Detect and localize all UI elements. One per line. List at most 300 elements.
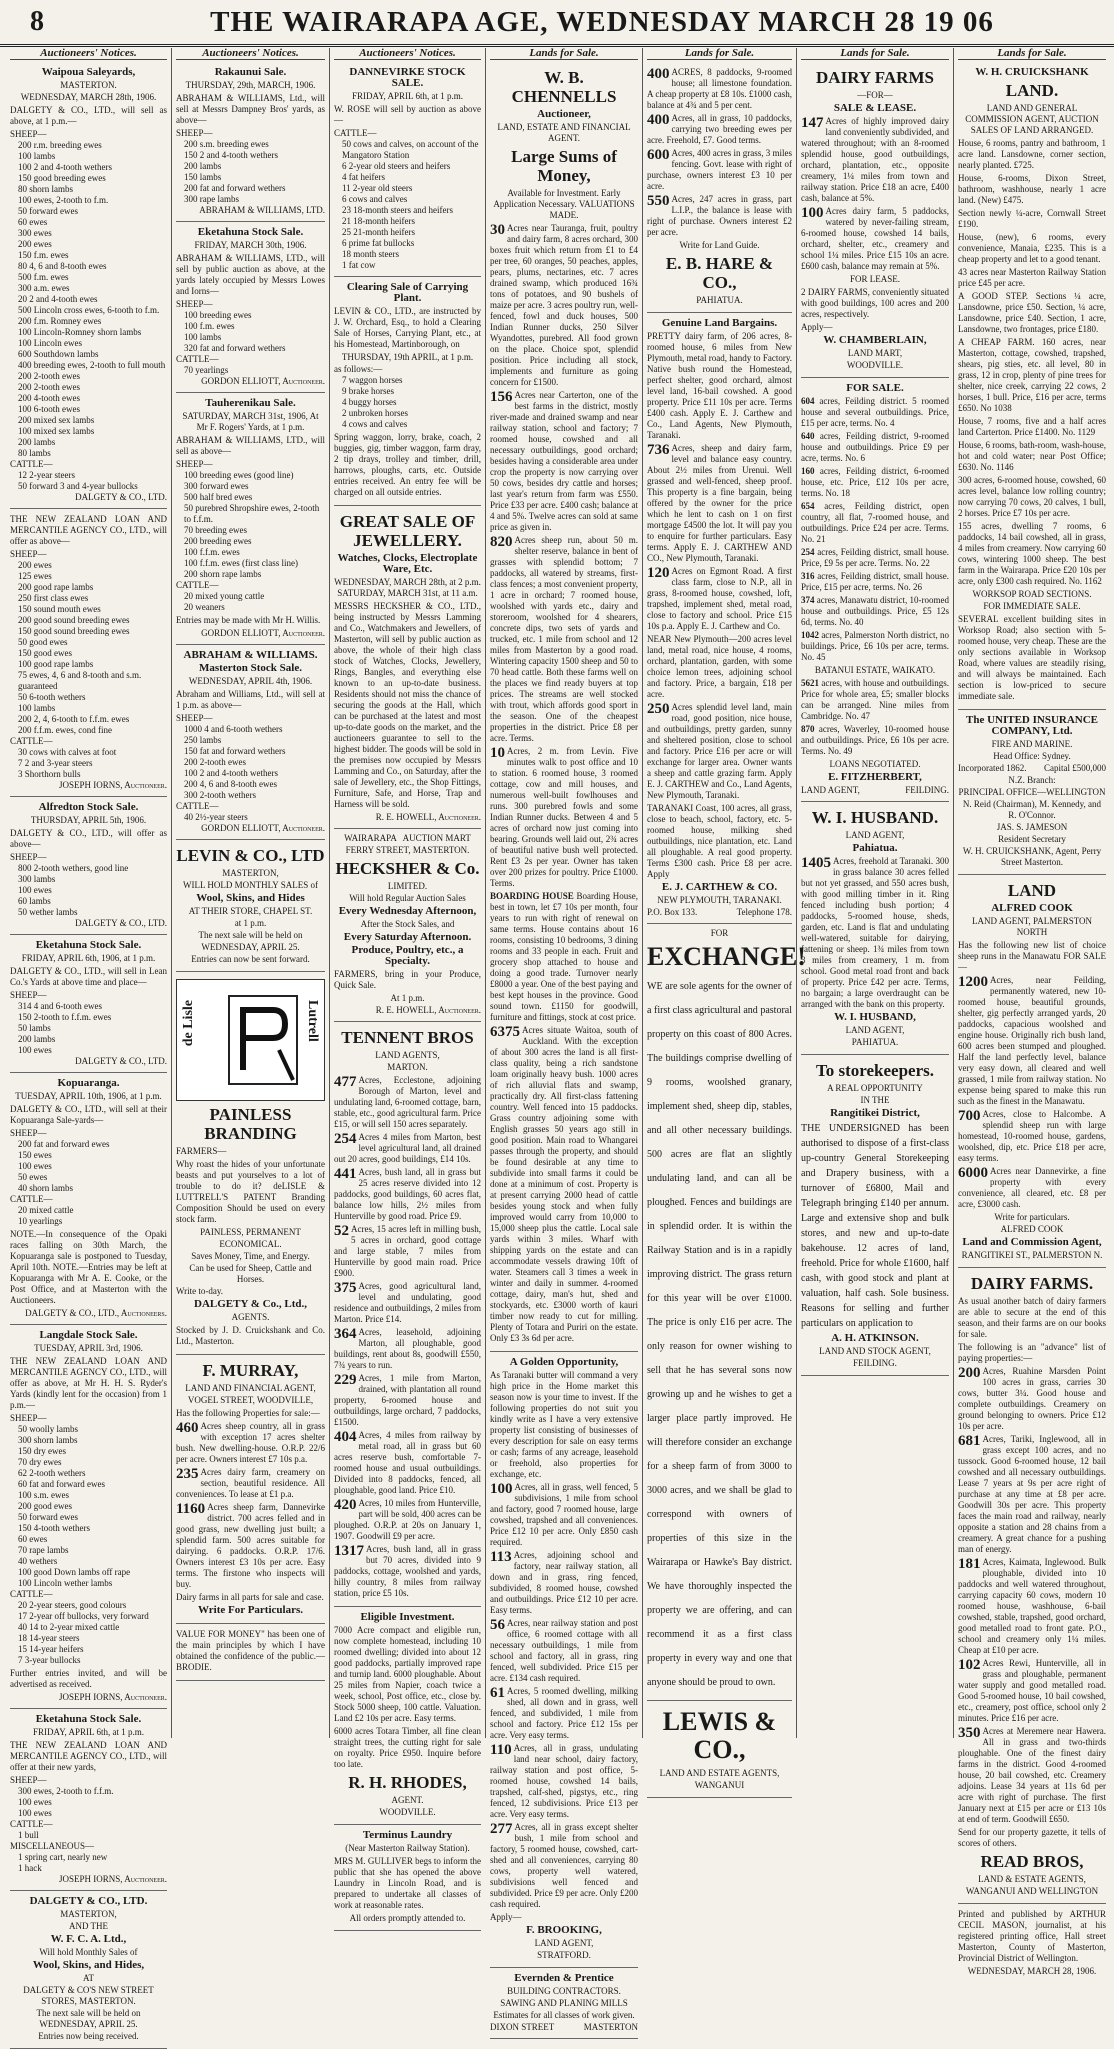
property-listing	[958, 975, 1106, 1107]
category-heading: Lands for Sale.	[490, 48, 638, 60]
property-listing	[490, 1743, 638, 1820]
ad-text: Incorporated 1862.	[958, 763, 1027, 773]
listing-text: Boarding House, best in town, let £7 10s per month, four years to run with right of renewal on same terms. House contains about 16 rooms, consisting 10 bedrooms, 3 dining rooms and 33 people in each. Fruit and grocery shop attached to house and doing a good trade. Turnover nearly £8000 a year. One of the best paying and best kept houses in the province. Good sound town. £1150 for goodwill, furniture and fittings, stock at cost price.	[490, 891, 639, 1022]
ad-text: The next sale will be held on WEDNESDAY, APRIL 25.	[36, 2008, 141, 2029]
section-label: SHEEP—	[10, 1775, 47, 1785]
ad-date: FRIDAY, APRIL 6th, at 1 p.m.	[352, 91, 463, 101]
list-item: 100 breeding ewes	[184, 310, 252, 320]
ad-body: MRS M. GULLIVER begs to inform the public that she has opened the above Laundry in Lincoln Road, and is prepared to undertake all classes of work at reasonable rates.	[334, 1856, 481, 1910]
acreage: 1200	[958, 974, 988, 990]
listing-number: No. 26	[897, 582, 922, 592]
list-item: 62 2-tooth wethers	[18, 1468, 86, 1478]
section-label: CATTLE—	[176, 580, 219, 590]
listing-text: Acres, Ruahine Marsden Point 100 acres in grass, carries 30 cows, butter 3¼. Good house and complete outbuildings. Creamery on ground belonging to owners. Price £12 10s per acre.	[958, 1366, 1106, 1431]
ad-heading: Langdale Stock Sale.	[39, 1329, 138, 1341]
ad-text: LAND AGENT, PALMERSTON NORTH	[971, 916, 1093, 937]
ad-heading: To storekeepers.	[815, 1061, 935, 1080]
list-item: 50 ewes	[18, 1172, 48, 1182]
listing-text: Acres near Carterton, one of the best farms in the district, mostly river-made and drained swamp and near railway station, school and factory; 7 roomed house, cowshed and all necessary outbuildings, good orchard; besides having a considerable area under crop the property is now carrying over 50 cows, besides dry cattle and horses; last year's return from farm was £550. Price £33 per acre. £400 cash; balance at 4 and 5%. Twelve acres can sold at same price as given in.	[490, 390, 638, 532]
column-6	[797, 48, 954, 1738]
ad-text: Saves Money, Time, and Energy.	[191, 1251, 310, 1261]
list-item: 50 woolly lambs	[18, 1424, 78, 1434]
property-listing	[647, 194, 792, 238]
property-list	[647, 443, 792, 880]
list-item: 100 f.f.m. ewes (first class line)	[184, 558, 298, 568]
stock-list	[10, 1424, 167, 1589]
list-item: 3 Shorthorn bulls	[18, 769, 81, 779]
colophon-text: Printed and published by ARTHUR CECIL MASON, journalist, at his registered printing office, Hall street Masterton, County of Masterton, Provincial District of Wellington.	[958, 1909, 1106, 1963]
ad-husband	[801, 802, 949, 1055]
list-item: 100 lambs	[18, 151, 56, 161]
section-label: SHEEP—	[10, 1128, 47, 1138]
property-list	[801, 116, 949, 272]
ad-place: WANGANUI AND WELLINGTON	[965, 1886, 1099, 1896]
list-item: 15 14-year heifers	[18, 1644, 84, 1654]
acreage: 550	[647, 193, 670, 209]
category-heading: Auctioneers' Notices.	[176, 48, 325, 60]
list-item: 6 cows and calves	[342, 194, 408, 204]
ad-hare	[647, 62, 792, 313]
category-heading: Lands for Sale.	[801, 48, 949, 60]
ad-date: THURSDAY, 29th, MARCH, 1906.	[185, 80, 316, 90]
property-list	[958, 1366, 1106, 1825]
list-item: 60 fat and forward ewes	[18, 1479, 105, 1489]
ad-text: P.O. Box 133.	[647, 907, 698, 917]
ad-clearing-sale	[334, 277, 481, 506]
listing-number: No. 22	[905, 558, 930, 568]
property-listing	[176, 1502, 325, 1590]
list-item: 1 fat cow	[342, 260, 376, 270]
ad-text: LOANS NEGOTIATED.	[829, 759, 921, 769]
ad-eligible-investment	[334, 1607, 481, 1825]
ad-exchange	[647, 924, 806, 1701]
list-item: 70 breeding ewes	[184, 525, 247, 535]
ad-jewellery-sale	[334, 506, 481, 829]
ad-place: FERRY STREET, MASTERTON.	[345, 845, 470, 855]
ad-place: MASTERTON,	[60, 1909, 117, 1919]
property-list	[958, 138, 1106, 587]
list-item: House, 6-rooms, Dixon Street, bathroom, washhouse, nearly 1 acre land. (New) £475.	[958, 173, 1106, 205]
ad-text: LAND, ESTATE AND FINANCIAL AGENT.	[497, 122, 631, 143]
ad-rakaunui	[176, 62, 325, 222]
company-name: LEVIN & CO., LTD	[176, 846, 325, 865]
ad-heading: Rakaunui Sale.	[214, 66, 287, 78]
property-list	[490, 223, 638, 1344]
ad-signature: DALGETY & CO., LTD.	[75, 918, 167, 928]
list-item: 100 ewes	[18, 1045, 52, 1055]
list-item: 6 2-year old steers and heifers	[342, 161, 451, 171]
acreage: 400	[647, 112, 670, 128]
property-list	[647, 67, 792, 238]
company-name: DALGETY & CO., LTD.	[29, 1895, 148, 1907]
list-item: House, 6 rooms, pantry and bathroom, 1 acre land. Lansdowne, corner section, nearly planted. £725.	[958, 138, 1106, 170]
ad-text: AUCTION MART	[402, 833, 471, 843]
list-item: 9 brake horses	[342, 386, 394, 396]
category-heading: Auctioneers' Notices.	[334, 48, 481, 60]
list-item: 20 2-year steers, good colours	[18, 1600, 127, 1610]
list-item: 500 half bred ewes	[184, 492, 253, 502]
ad-cruickshank	[958, 62, 1106, 710]
ad-heading: LAND.	[1005, 81, 1059, 100]
listing-number: No. 45	[801, 652, 826, 662]
ad-heading: Masterton Stock Sale.	[199, 662, 302, 674]
property-listing	[490, 1686, 638, 1741]
ad-date: SATURDAY, MARCH 31st, 1906, At Mr F. Rogers' Yards, at 1 p.m.	[182, 411, 319, 432]
ad-date: WEDNESDAY, MARCH 28th, at 2 p.m. SATURDAY, MARCH 31st, at 11 a.m.	[334, 577, 481, 598]
listing-text: Acres, 5 roomed dwelling, milking shed, all down and in grass, well fenced, and subdivided, 1 mile from school and factory. Price £12 15s per acre. Very easy terms.	[490, 1686, 638, 1740]
stock-list	[176, 139, 325, 205]
ad-place: PAHIATUA.	[696, 295, 743, 305]
property-listing	[647, 148, 792, 192]
ad-text: ECONOMICAL.	[219, 1239, 282, 1249]
ad-body: PRETTY dairy farm, of 206 acres, 8-roomed house, 6 miles from New Plymouth, metal road, handy to Factory. Native bush round the Homestead, perfect shelter, good orchard, almost level land, 16-bail cowshed. A good property. Price £11 10s per acre. Terms £400 cash. Apply E. J. Carthew and Co., Land Agents, New Plymouth, Taranaki.	[647, 331, 792, 440]
acreage: 736	[647, 442, 670, 458]
section-label: SHEEP—	[176, 713, 213, 723]
ad-body: 2 DAIRY FARMS, conveniently situated with good buildings, 100 acres and 200 acres, respectively.	[801, 287, 949, 319]
ad-text: LAND AGENT,	[534, 1938, 594, 1948]
list-item: 200 ewes	[18, 560, 52, 570]
property-listing	[958, 1166, 1106, 1210]
acreage: 61	[490, 1685, 505, 1701]
stock-list	[10, 1786, 167, 1819]
ad-body: VALUE FOR MONEY" has been one of the main principles by which I have obtained the confidence of the public.—BRODIE.	[176, 1629, 325, 1672]
list-item: 150 lambs	[184, 172, 222, 182]
ad-date: FRIDAY, MARCH 30th, 1906.	[194, 240, 307, 250]
acreage: 700	[958, 1108, 981, 1124]
ad-body: Spring waggon, lorry, brake, coach, 2 buggies, gig, timber waggon, farm dray, 2 tip drays, trolley and timber, drill, harrows, ploughs, carts, etc. Outside entries received. An entry fee will be charged on all outside entries.	[334, 432, 481, 497]
list-item: 18 14-year steers	[18, 1633, 80, 1643]
ad-heading: Clearing Sale of Carrying Plant.	[346, 281, 469, 304]
list-item: 50 good ewes	[18, 637, 68, 647]
listing-number: No. 18	[825, 488, 850, 498]
listing-text: Acres, freehold at Taranaki. 300 in grass balance 30 acres felled but not yet grassed, and 550 acres bush, with good milling timber in it. Ring fenced including bush portion; 4 paddocks, 5-roomed house, sheds, garden, etc. Land is flat and undulating well-watered, suitable for dairying, fattening or sheep. 1¾ miles from town 3 miles from creamery, 1 m. from school. Good metal road front and back of property. Price £42 per acre. Terms, no bargain; a large overdraught can be arranged with the bank on this property.	[801, 856, 949, 1009]
ad-body: 6000 acres Totara Timber, all fine clean straight trees, the cutting right for sale on royalty. Price £950. Inquire before too late.	[334, 1726, 481, 1769]
acreage: 420	[334, 1497, 357, 1513]
list-item: 4 buggy horses	[342, 397, 397, 407]
colophon-date: WEDNESDAY, MARCH 28, 1906.	[967, 1966, 1097, 1976]
ad-intro: THE NEW ZEALAND LOAN AND MERCANTILE AGENCY CO., LTD., will offer at their new yards,	[10, 1740, 167, 1772]
list-item: 43 acres near Masterton Railway Station price £45 per acre.	[958, 267, 1106, 288]
list-item: 80 lambs	[18, 448, 51, 458]
property-listing	[334, 1281, 481, 1325]
list-item: 150 f.m. ewes	[18, 250, 69, 260]
ad-place: WOODVILLE.	[846, 360, 904, 370]
list-item: 50 wether lambs	[18, 907, 78, 917]
acreage: 681	[958, 1433, 981, 1449]
ad-heading: Write For Particulars.	[198, 1604, 303, 1616]
page-columns	[6, 47, 1110, 2041]
ad-body: SEVERAL excellent building sites in Worksop Road; also section with 5-roomed house, very cheap. These are the only sections available in Worksop Road, where values are steadily rising, and will always be maintained. Each section is low-priced to secure immediate sale.	[958, 614, 1106, 701]
listing-text: Acres, near railway station and post office, 6 roomed cottage with all necessary outbuildings, 1 mile from school and factory, all in grass, ring fenced, well subdivided. Price £15 per acre. £134 cash required.	[490, 1618, 638, 1683]
list-item: 150 good sound breeding ewes	[18, 626, 130, 636]
acreage: 600	[647, 147, 670, 163]
ad-goods: Wool, Skins, and Hides,	[32, 1959, 145, 1971]
ad-signature: ABRAHAM & WILLIAMS, LTD.	[199, 205, 325, 215]
ad-heading: LAND	[1007, 881, 1057, 900]
ad-text: FOR IMMEDIATE SALE.	[983, 601, 1081, 611]
company-name: LEWIS & CO.,	[662, 1707, 777, 1764]
listing-text: NEAR New Plymouth—200 acres level land, metal road, nice house, 4 rooms, orchard, plantation, garden, with some choice lemon trees, adjoining school and factory. Price, a bargain, £18 per acre.	[647, 634, 792, 699]
ad-text: (Near Masterton Railway Station).	[345, 1843, 470, 1853]
section-label: CATTLE—	[176, 801, 219, 811]
ad-note: Entries may be made with Mr H. Willis.	[176, 615, 321, 625]
company-name: W. I. HUSBAND.	[811, 808, 939, 827]
section-label: CATTLE—	[10, 459, 53, 469]
list-item: 150 good ewes	[18, 648, 72, 658]
list-item: 20 mixed cattle	[18, 1205, 74, 1215]
ad-signature: DALGETY & CO., LTD.	[75, 1056, 167, 1066]
list-item: 80 shorn lambs	[18, 184, 73, 194]
property-listing	[647, 67, 792, 111]
list-item: 150 ewes	[18, 1150, 52, 1160]
acreage: 147	[801, 115, 824, 131]
ad-intro: ABRAHAM & WILLIAMS, LTD., will sell by public auction as above, at the yards lately occupied by Messrs Lowes and Iorns—	[176, 253, 325, 296]
ad-place: PAHIATUA.	[851, 1037, 899, 1047]
ad-text: LAND AND ESTATE AGENTS,	[659, 1768, 780, 1778]
ad-heading: Large Sums of Money,	[511, 147, 617, 185]
acreage: 254	[801, 547, 815, 557]
listing-text: ACRES, 8 paddocks, 9-roomed house; all limestone foundation. A cheap property at £8 10s. £1000 cash, balance at 4¾ and 5 per cent.	[647, 67, 792, 110]
ad-dannevirke	[334, 62, 481, 277]
ad-date: FRIDAY, APRIL 6th, at 1 p.m.	[33, 1727, 144, 1737]
list-item: 300 a.m. ewes	[18, 283, 70, 293]
list-item: Section newly ¼-acre, Cornwall Street £190.	[958, 208, 1106, 229]
acreage: 181	[958, 1556, 981, 1572]
list-item: 314 4 and 6-tooth ewes	[18, 1001, 102, 1011]
list-item: 125 ewes	[18, 571, 52, 581]
list-item: 500 f.m. ewes	[18, 272, 69, 282]
ad-intro: ABRAHAM & WILLIAMS, LTD., will sell as above—	[176, 435, 325, 456]
company-name: The UNITED INSURANCE COMPANY, Ltd.	[965, 714, 1099, 737]
ad-brodie	[176, 1624, 325, 1681]
listing-text: Acres, Kaimata, Inglewood. Bulk ploughable, divided into 10 paddocks and well watered throughout, carrying capacity 60 cows, modern 10 roomed house, washhouse, 6-bail cowshed, stable, trapshed, good orchard, good metalled road to front gate. P.O., school and creamery only 1¼ miles. Cheap at £10 per acre.	[958, 1557, 1106, 1655]
branding-logo	[176, 979, 325, 1101]
ad-text: at 1 p.m.	[234, 918, 267, 928]
property-listing	[801, 595, 949, 628]
acreage: 820	[490, 534, 513, 550]
ad-text: N.Z. Branch:	[1008, 775, 1056, 785]
ad-heading: Eketahuna Stock Sale.	[35, 1713, 142, 1725]
stock-list	[176, 470, 325, 580]
column-3	[330, 47, 486, 1923]
ad-evernden-prentice	[490, 1968, 638, 2039]
property-list	[801, 396, 949, 663]
ad-genuine-bargains	[647, 313, 792, 924]
list-item: 100 lambs	[184, 332, 222, 342]
ad-text: PERMANENT	[245, 1227, 301, 1237]
ad-text: AT	[83, 1973, 94, 1983]
ad-alfredton	[10, 797, 167, 935]
acreage: 120	[647, 565, 670, 581]
ad-heading: Kopuaranga.	[57, 1077, 120, 1089]
acreage: 156	[490, 389, 513, 405]
ad-intro: LEVIN & CO., LTD., are instructed by J. W. Orchard, Esq., to hold a Clearing Sale of Horses, Carrying Plant, etc., at his Homestead, Martinborough, on	[334, 306, 481, 349]
property-listing	[958, 1434, 1106, 1555]
list-item: 300 shorn lambs	[18, 1435, 78, 1445]
list-item: 200 good sound breeding ewes	[18, 615, 130, 625]
acreage: 6000	[958, 1165, 988, 1181]
section-label: SHEEP—	[10, 549, 47, 559]
list-item: 50 purebred Shropshire ewes, 2-tooth to f.f.m.	[184, 503, 320, 524]
ad-united-insurance	[958, 710, 1106, 875]
list-item: 150 dry ewes	[18, 1446, 66, 1456]
ad-heading: Genuine Land Bargains.	[661, 317, 778, 329]
company-name: F. MURRAY,	[202, 1361, 299, 1380]
listing-text: Acres near Tauranga, fruit, poultry and dairy farm, 8 acres orchard, 300 boxes fruit which return from £1 to £4 per tree, 60 oranges, 50 peaches, apples, pears, plums, nectarines, etc. 7 acres drained swamp, which produced 16¾ tons of potatoes, and 90 bushels of maize per acre. 3 acres poultry run, well-fenced, fowl and duck houses, 500 Indian Runner ducks, 250 Silver Wyandottes, purebred. All food grown on the place. Choice spot, splendid position. Price including all stock, implements and furniture as going concern for £1500.	[490, 223, 638, 387]
list-item: House, 7 rooms, five and a half acres land Carterton. Price £1400. No. 1129	[958, 416, 1106, 437]
list-item: 300 rape lambs	[184, 194, 239, 204]
section-label: CATTLE—	[10, 1194, 53, 1204]
list-item: 40 14 to 2-year mixed cattle	[18, 1622, 120, 1632]
acreage: 113	[490, 1549, 512, 1565]
ad-heading: A Golden Opportunity,	[509, 1356, 619, 1368]
logo-text-left: de Lisle	[181, 1000, 196, 1047]
ad-text: Land and Commission Agent,	[962, 1236, 1102, 1248]
property-listing	[958, 1109, 1106, 1164]
acreage: 5621	[801, 678, 819, 688]
company-name: W. F. C. A. Ltd.,	[50, 1933, 127, 1945]
company-name: ALFRED COOK	[1000, 1224, 1064, 1234]
property-listing	[647, 702, 792, 801]
acreage: 277	[490, 1821, 513, 1837]
ad-heading: Alfredton Stock Sale.	[38, 801, 139, 813]
ad-heading: Tauherenikau Sale.	[205, 397, 296, 409]
list-item: 20 mixed young cattle	[184, 591, 265, 601]
list-item: 11 2-year old steers	[342, 183, 413, 193]
company-name: W. H. CRUICKSHANK	[975, 66, 1089, 78]
ad-place: WANGANUI	[694, 1780, 745, 1790]
property-listing	[490, 891, 638, 1023]
listing-text: acres, Feilding district, 9-roomed house and outbuildings. Price £9 per acre, terms.	[801, 431, 949, 463]
ad-body: 7000 Acre compact and eligible run, now complete homestead, including 10 roomed dwelling; divided into about 12 good paddocks, partially improved rape and turnip land. 6000 ploughable. About 25 miles from Napier, coach twice a week, school, Post office, etc., close by. Stock 5000 sheep, 100 cattle. Valuation. Land £2 10s per acre. Easy terms.	[334, 1625, 481, 1723]
ad-text: LAND AND GENERAL COMMISSION AGENT, AUCTION SALES OF LAND ARRANGED.	[965, 103, 1099, 135]
company-name: W. I. HUSBAND,	[834, 1011, 916, 1023]
property-listing	[490, 390, 638, 533]
column-5	[643, 47, 806, 1790]
ad-text: No. 47	[845, 711, 870, 721]
acreage: 441	[334, 1166, 357, 1182]
list-item: 100 f.m. ewes	[184, 321, 235, 331]
acreage: 254	[334, 1131, 357, 1147]
ad-intro: THE NEW ZEALAND LOAN AND MERCANTILE AGENCY CO., LTD., will offer as above—	[10, 514, 167, 546]
property-listing	[801, 856, 949, 1010]
stock-list	[176, 310, 325, 354]
section-label: CATTLE—	[10, 1819, 53, 1829]
ad-text: PRINCIPAL OFFICE—WELLINGTON	[958, 787, 1106, 797]
ad-levin-wool	[176, 840, 325, 972]
list-item: 100 mixed sex lambs	[18, 426, 95, 436]
ad-auction-mart	[334, 829, 481, 1022]
company-name: R. H. RHODES,	[348, 1773, 467, 1792]
acreage: 30	[490, 222, 505, 238]
list-item: 100 Lincoln wether lambs	[18, 1578, 113, 1588]
ad-text: FIRE AND MARINE.	[991, 739, 1073, 749]
listing-text: Acres, near Feilding, permanently watered, new 10-roomed house, beautiful grounds, shelter, gig perfectly arranged yards, 20 paddocks, capacious woolshed and engine house. Originally rich bush land, 600 acres been stumped and ploughed. Half the land perfectly level, balance very easy down, all cleared and well grassed, 1 mile from railway station. No expense being spared to make this run such as the finest in the Manawatu.	[958, 975, 1106, 1106]
list-item: 600 Southdown lambs	[18, 349, 99, 359]
list-item: 20 2 and 4-tooth ewes	[18, 294, 98, 304]
logo-text-right: Lutrell	[305, 1000, 320, 1042]
listing-text: Acres of highly improved dairy land conveniently subdivided, and watered throughout; with an 8-roomed splendid house, good outbuildings, orchard, plantation, etc., opposite creamery, 1¼ miles from town and railway station. Price £18 an acre, £400 cash, balance at 5%.	[801, 116, 949, 203]
section-label: CATTLE—	[334, 128, 377, 138]
list-item: 100 ewes	[18, 1808, 52, 1818]
stock-list	[10, 470, 167, 492]
list-item: 100 breeding ewes (good line)	[184, 470, 294, 480]
page-number: 8	[30, 6, 44, 37]
list-item: 200 breeding ewes	[184, 536, 252, 546]
list-item: 1 bull	[18, 1830, 39, 1840]
property-listing	[334, 1327, 481, 1371]
ad-text: All orders promptly attended to.	[349, 1913, 466, 1923]
listing-number: No. 6	[844, 453, 865, 463]
newspaper-title: THE WAIRARAPA AGE, WEDNESDAY MARCH 28 19 06	[210, 6, 994, 38]
listing-text: Acres dairy farm, 5 paddocks, watered by never-failing stream, 6-roomed house, cowshed 14 bails, orchard, shelter, etc., creamery and school 1¼ miles. Price £15 10s an acre. £600 cash, balance may remain at 5%.	[801, 206, 949, 271]
list-item: 18 month steers	[342, 249, 399, 259]
stock-list	[10, 140, 167, 459]
ad-heading: Eketahuna Stock Sale.	[197, 226, 304, 238]
property-listing	[334, 1132, 481, 1165]
property-listing	[334, 1498, 481, 1542]
ad-text: Send for our property gazette, it tells of scores of others.	[958, 1827, 1106, 1848]
ad-body: WE are sole agents for the owner of a first class agricultural and pastoral property on this coast of 800 Acres. The buildings comprise dwelling of 9 rooms, woolshed granary, implement shed, sheep dip, stables, and all other necessary buildings. 500 acres are flat an slightly undulating land, and can all be ploughed. Fences and buildings are in splendid order. It is within the Railway Station and is in a rapidly improving district. The grass return for this year will be over £1000. The price is only £16 per acre. The only reason for owner wishing to sell that he has several sons now growing up and he wishes to get a larger place partly improved. He will therefore consider an exchange for a sheep farm of from 3000 to 3000 acres, and we shall be glad to correspond with owners of properties of this size in the Wairarapa or Hawke's Bay district. We have thoroughly inspected the property we are offering, and can recommend it as a first class property in every way and one that anyone should be proud to own.	[647, 981, 792, 1688]
ad-text: A REAL OPPORTUNITY	[827, 1083, 923, 1093]
property-listing	[801, 206, 949, 272]
ad-heading: EXCHANGE!	[647, 942, 806, 971]
ad-text: Entries can now be sent forward.	[191, 954, 310, 964]
ad-text: Entries now being received.	[38, 2031, 139, 2041]
ad-signature: GORDON ELLIOTT, Auctioneer.	[201, 823, 325, 833]
property-listing	[490, 1618, 638, 1684]
listing-text: Acres, bush land, all in grass but 70 acres, divided into 9 paddocks, cottage, woolshed and yards, hilly country, 8 miles from railway station, price £5 10s.	[334, 1544, 481, 1598]
property-listing	[176, 1421, 325, 1465]
listing-number: No. 40	[839, 617, 864, 627]
acreage: 604	[801, 396, 815, 406]
list-item: 200 good rape lambs	[18, 582, 94, 592]
ad-text: PAINLESS,	[200, 1227, 244, 1237]
ad-text: LAND AND STOCK AGENT,	[819, 1346, 931, 1356]
company-name: E. FITZHERBERT,	[828, 771, 922, 783]
ad-heading: Terminus Laundry	[362, 1829, 453, 1841]
ad-langdale	[10, 1325, 167, 1709]
acreage: 375	[334, 1280, 357, 1296]
list-item: House, 6 rooms, bath-room, wash-house, hot and cold water; near Post Office; £630. No. 1146	[958, 440, 1106, 472]
ad-place: RANGITIKEI ST., PALMERSTON N.	[961, 1250, 1103, 1260]
ad-signature: R. E. HOWELL, Auctioneer.	[375, 812, 481, 822]
acreage: 250	[647, 701, 670, 717]
list-item: 1 spring cart, nearly new	[18, 1852, 108, 1862]
ad-intro: As usual another batch of dairy farmers are able to secure at the end of this season, and their farms are on our books for sale.	[958, 1296, 1106, 1339]
ad-eketahuna-1	[10, 935, 167, 1073]
ad-text: WAIRARAPA	[344, 833, 397, 843]
ad-text: LAND & ESTATE AGENTS,	[978, 1874, 1086, 1884]
ad-place: FEILDING.	[853, 1358, 897, 1368]
list-item: 300 forward ewes	[184, 481, 249, 491]
ad-place: STRATFORD.	[537, 1950, 591, 1960]
listing-text: Acres, 15 acres left in milling bush, 5 acres in orchard, good cottage and large stable, 7 miles from Hunterville by good main road. Price £900.	[334, 1224, 481, 1278]
list-item: 50 forward ewes	[18, 1512, 78, 1522]
ad-f-murray	[176, 1355, 325, 1624]
property-listing	[334, 1544, 481, 1599]
ad-heading: Eketahuna Stock Sale.	[35, 939, 142, 951]
list-item: 250 lambs	[184, 735, 222, 745]
list-item: 200 mixed sex lambs	[18, 415, 95, 425]
property-listing	[334, 1075, 481, 1130]
company-name: W. B. CHENNELLS	[511, 68, 617, 106]
ad-intro: W. ROSE will sell by auction as above—	[334, 104, 481, 125]
ad-text: Estimates for all classes of work given.	[493, 2010, 635, 2020]
ad-place: WOODVILLE.	[379, 1807, 436, 1817]
stock-list	[10, 1001, 167, 1056]
acreage: 200	[958, 1365, 981, 1381]
